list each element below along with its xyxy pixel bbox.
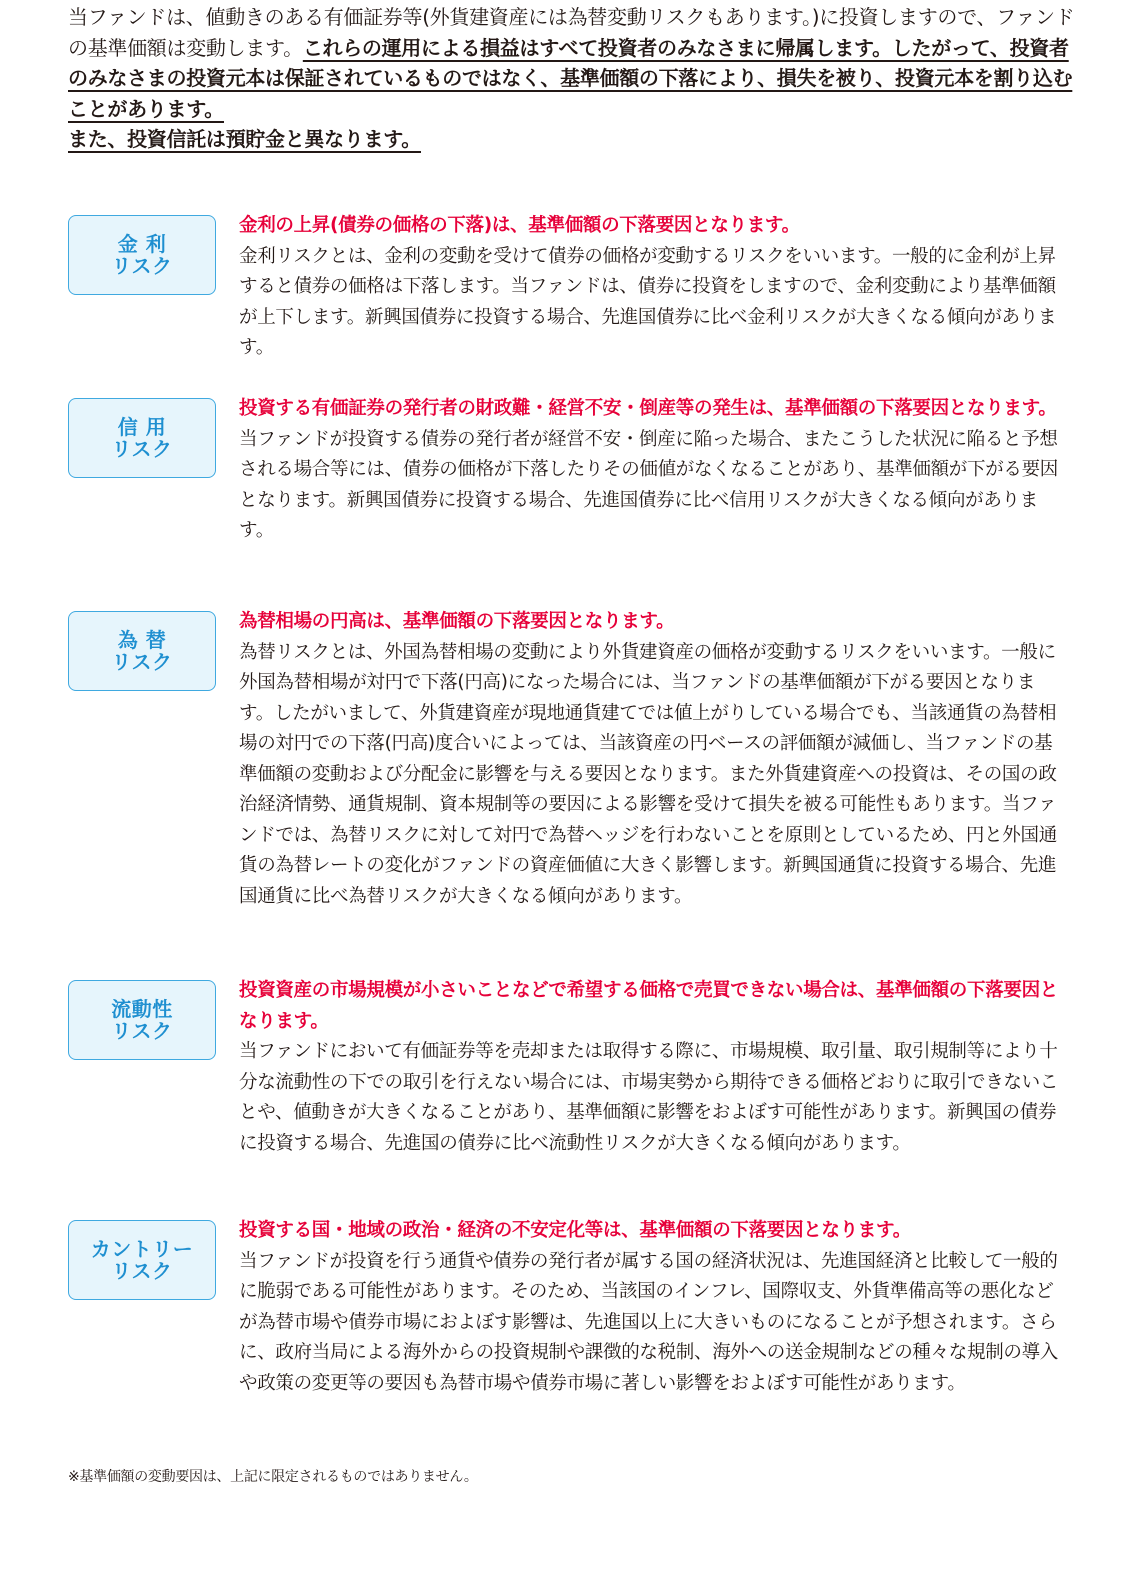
risk-description: 金利リスクとは、金利の変動を受けて債券の価格が変動するリスクをいいます。一般的に金利が上昇すると債券の価格は下落します。当ファンドは、債券に投資をしますので、金利変動により基準価額が上下します。新興国債券に投資する場合、先進国債券に比べ金利リスクが大きくなる傾向があります。 bbox=[239, 245, 1057, 358]
risk-badge-country bbox=[68, 1220, 216, 1300]
risk-badge-label: カントリー リスク bbox=[90, 1237, 194, 1283]
risk-heading: 投資資産の市場規模が小さいことなどで希望する価格で売買できない場合は、基準価額の下落要因となります。 bbox=[239, 980, 1059, 1032]
risk-heading: 投資する国・地域の政治・経済の不安定化等は、基準価額の下落要因となります。 bbox=[239, 1220, 911, 1241]
risk-body-liquidity bbox=[239, 976, 1061, 1159]
intro-emphasis-text: これらの運用による損益はすべて投資者のみなさまに帰属します。したがって、投資者のみなさまの投資元本は保証されているものではなく、基準価額の下落により、損失を被り、投資元本を割り込むことがあります。 bbox=[68, 35, 1073, 121]
risk-heading: 為替相場の円高は、基準価額の下落要因となります。 bbox=[239, 611, 675, 632]
intro-plain-text: 当ファンドは、値動きのある有価証券等(外貨建資産には為替変動リスクもあります。)に投資しますので、ファンドの基準価額は変動します。 bbox=[68, 5, 1075, 60]
risk-badge-currency bbox=[68, 611, 216, 691]
risk-badge-liquidity bbox=[68, 980, 216, 1060]
footnote: ※基準価額の変動要因は、上記に限定されるものではありません。 bbox=[68, 1469, 478, 1485]
risk-heading: 金利の上昇(債券の価格の下落)は、基準価額の下落要因となります。 bbox=[239, 215, 800, 236]
risk-body-country bbox=[239, 1216, 1061, 1399]
risk-body-currency bbox=[239, 607, 1061, 912]
intro-paragraph bbox=[68, 2, 1078, 155]
risk-badge-label: 金 利 リスク bbox=[111, 232, 173, 278]
risk-badge-label: 為 替 リスク bbox=[111, 628, 173, 674]
risk-description: 当ファンドが投資を行う通貨や債券の発行者が属する国の経済状況は、先進国経済と比較して一般的に脆弱である可能性があります。そのため、当該国のインフレ、国際収支、外貨準備高等の悪化などが為替市場や債券市場におよぼす影響は、先進国以上に大きいものになることが予想されます。さらに、政府当局による海外からの投資規制や課徴的な税制、海外への送金規制などの種々な規制の導入や政策の変更等の要因も為替市場や債券市場に著しい影響をおよぼす可能性があります。 bbox=[239, 1250, 1059, 1394]
intro-deposit-note: また、投資信託は預貯金と異なります。 bbox=[68, 127, 421, 151]
risk-description: 為替リスクとは、外国為替相場の変動により外貨建資産の価格が変動するリスクをいいます。一般に外国為替相場が対円で下落(円高)になった場合には、当ファンドの基準価額が下がる要因となります。したがいまして、外貨建資産が現地通貨建てでは値上がりしている場合でも、当該通貨の為替相場の対円での下落(円高)度合いによっては、当該資産の円ベースの評価額が減価し、当ファンドの基準価額の変動および分配金に影響を与える要因となります。また外貨建資産への投資は、その国の政治経済情勢、通貨規制、資本規制等の要因による影響を受けて損失を被る可能性もあります。当ファンドでは、為替リスクに対して対円で為替ヘッジを行わないことを原則としているため、円と外国通貨の為替レートの変化がファンドの資産価値に大きく影響します。新興国通貨に投資する場合、先進国通貨に比べ為替リスクが大きくなる傾向があります。 bbox=[239, 641, 1057, 907]
risk-badge-interest bbox=[68, 215, 216, 295]
risk-body-interest bbox=[239, 211, 1061, 364]
risk-badge-credit bbox=[68, 398, 216, 478]
risk-badge-label: 流動性 リスク bbox=[111, 997, 173, 1043]
risk-badge-label: 信 用 リスク bbox=[111, 415, 173, 461]
risk-description: 当ファンドが投資する債券の発行者が経営不安・倒産に陥った場合、またこうした状況に陥ると予想される場合等には、債券の価格が下落したりその価値がなくなることがあり、基準価額が下がる要因となります。新興国債券に投資する場合、先進国債券に比べ信用リスクが大きくなる傾向があります。 bbox=[239, 428, 1059, 541]
risk-heading: 投資する有価証券の発行者の財政難・経営不安・倒産等の発生は、基準価額の下落要因となります。 bbox=[239, 398, 1057, 419]
risk-body-credit bbox=[239, 394, 1061, 547]
risk-description: 当ファンドにおいて有価証券等を売却または取得する際に、市場規模、取引量、取引規制等により十分な流動性の下での取引を行えない場合には、市場実勢から期待できる価格どおりに取引できないことや、値動きが大きくなることがあり、基準価額に影響をおよぼす可能性があります。新興国の債券に投資する場合、先進国の債券に比べ流動性リスクが大きくなる傾向があります。 bbox=[239, 1041, 1059, 1154]
